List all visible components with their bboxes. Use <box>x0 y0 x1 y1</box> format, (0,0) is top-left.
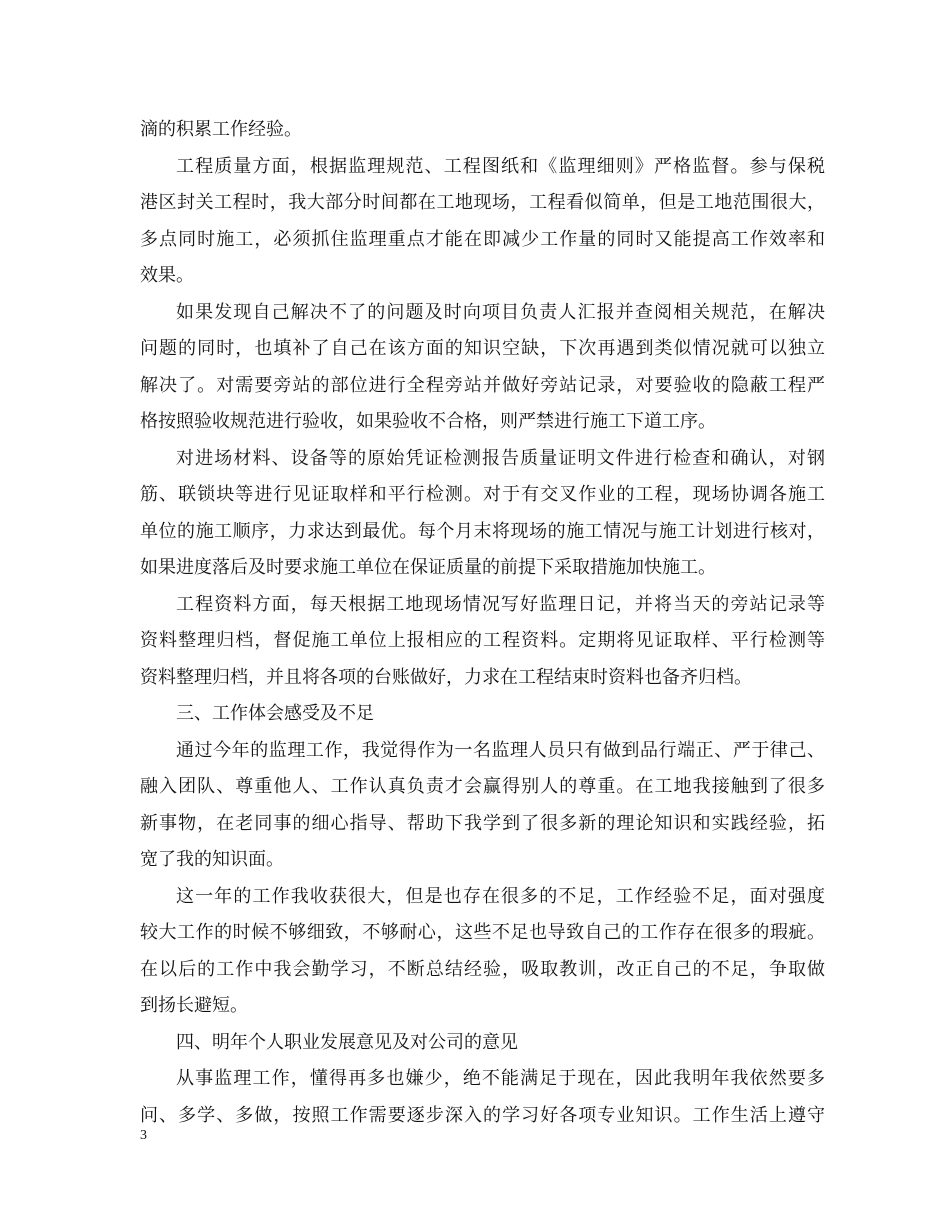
text-line: 港区封关工程时，我大部分时间都在工地现场，工程看似简单，但是工地范围很大， <box>140 192 825 213</box>
text-line: 资料整理归档，督促施工单位上报相应的工程资料。定期将见证取样、平行检测等 <box>140 630 825 651</box>
text-line: 在以后的工作中我会勤学习，不断总结经验，吸取教训，改正自己的不足，争取做 <box>140 958 825 980</box>
text-line: 到扬长避短。 <box>140 995 248 1016</box>
text-line: 四、明年个人职业发展意见及对公司的意见 <box>176 1031 518 1053</box>
text-line: 这一年的工作我收获很大，但是也存在很多的不足，工作经验不足，面对强度 <box>176 885 825 907</box>
text-line: 效果。 <box>140 265 194 286</box>
paragraph <box>140 1025 825 1062</box>
paragraph <box>140 696 825 733</box>
page-number: 3 <box>140 1128 147 1143</box>
text-line: 如果进度落后及时要求施工单位在保证质量的前提下采取措施加快施工。 <box>140 557 716 578</box>
text-line: 问题的同时，也填补了自己在该方面的知识空缺，下次再遇到类似情况就可以独立 <box>140 338 825 359</box>
text-line: 多点同时施工，必须抓住监理重点才能在即减少工作量的同时又能提高工作效率和 <box>140 228 825 250</box>
paragraph <box>140 149 825 295</box>
text-line: 解决了。对需要旁站的部位进行全程旁站并做好旁站记录，对要验收的隐蔽工程严 <box>140 374 825 396</box>
text-line: 筋、联锁块等进行见证取样和平行检测。对于有交叉作业的工程，现场协调各施工 <box>140 484 825 505</box>
paragraph <box>140 1061 825 1134</box>
paragraph <box>140 441 825 587</box>
paragraph <box>140 879 825 1025</box>
paragraph <box>140 112 825 149</box>
text-line: 通过今年的监理工作，我觉得作为一名监理人员只有做到品行端正、严于律己、 <box>176 739 825 761</box>
text-line: 工程质量方面，根据监理规范、工程图纸和《监理细则》严格监督。参与保税 <box>176 155 825 177</box>
paragraph <box>140 587 825 697</box>
paragraph <box>140 733 825 879</box>
text-line: 对进场材料、设备等的原始凭证检测报告质量证明文件进行检查和确认，对钢 <box>176 447 825 469</box>
text-line: 问、多学、多做，按照工作需要逐步深入的学习好各项专业知识。工作生活上遵守 <box>140 1104 825 1126</box>
text-line: 融入团队、尊重他人、工作认真负责才会赢得别人的尊重。在工地我接触到了很多 <box>140 776 825 797</box>
text-line: 三、工作体会感受及不足 <box>176 703 374 724</box>
text-line: 滴的积累工作经验。 <box>140 119 302 140</box>
text-line: 从事监理工作，懂得再多也嫌少，绝不能满足于现在，因此我明年我依然要多 <box>176 1068 825 1089</box>
paragraph <box>140 295 825 441</box>
document-body <box>140 112 825 1134</box>
text-line: 资料整理归档，并且将各项的台账做好，力求在工程结束时资料也备齐归档。 <box>140 666 752 688</box>
text-line: 如果发现自己解决不了的问题及时向项目负责人汇报并查阅相关规范，在解决 <box>176 301 825 323</box>
text-line: 工程资料方面，每天根据工地现场情况写好监理日记，并将当天的旁站记录等 <box>176 593 825 615</box>
text-line: 宽了我的知识面。 <box>140 849 284 870</box>
text-line: 较大工作的时候不够细致，不够耐心，这些不足也导致自己的工作存在很多的瑕疵。 <box>140 922 825 943</box>
text-line: 格按照验收规范进行验收，如果验收不合格，则严禁进行施工下道工序。 <box>140 411 716 432</box>
text-line: 新事物，在老同事的细心指导、帮助下我学到了很多新的理论知识和实践经验，拓 <box>140 812 825 834</box>
text-line: 单位的施工顺序，力求达到最优。每个月末将现场的施工情况与施工计划进行核对， <box>140 520 825 542</box>
